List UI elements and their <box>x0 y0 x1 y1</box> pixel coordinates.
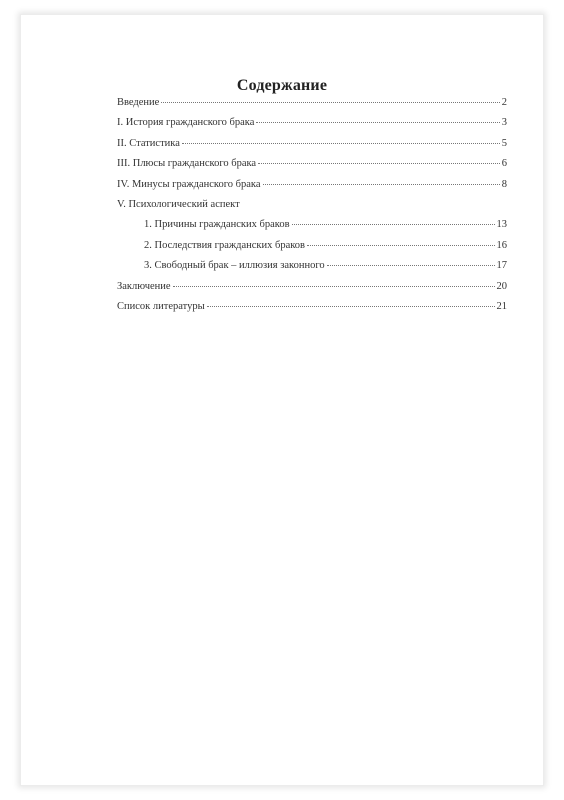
toc-entry-cons <box>117 179 507 199</box>
toc-leader-dots <box>173 286 495 287</box>
toc-entry-label: I. История гражданского брака <box>117 117 255 129</box>
toc-entry-references <box>117 301 507 321</box>
toc-entry-page: 8 <box>501 178 507 190</box>
toc-title: Содержание <box>236 77 328 94</box>
toc-subentry-free-marriage <box>117 260 507 280</box>
toc-leader-dots <box>292 224 495 225</box>
toc-entry-page: 5 <box>501 137 507 149</box>
toc-leader-dots <box>327 265 495 266</box>
toc-entry-page: 16 <box>496 239 507 251</box>
toc-entry-label: V. Психологический аспект <box>117 198 240 210</box>
toc-subentry-consequences <box>117 240 507 260</box>
toc-entry-page: 20 <box>496 280 507 292</box>
toc-entry-history <box>117 117 507 137</box>
toc-entry-page: 3 <box>501 117 507 129</box>
toc-entry-label: Введение <box>117 97 160 108</box>
toc-leader-dots <box>182 143 500 144</box>
toc-entry-label: Заключение <box>117 280 171 292</box>
toc-entry-label: 3. Свободный брак – иллюзия законного <box>144 260 325 272</box>
toc-leader-dots <box>258 163 500 164</box>
toc-entry-conclusion <box>117 281 507 301</box>
toc-entry-psychology <box>117 199 507 219</box>
toc-leader-dots <box>161 102 499 103</box>
document-page <box>20 14 544 786</box>
toc-entry-page: 17 <box>496 260 507 272</box>
toc-subentry-reasons <box>117 219 507 239</box>
toc-leader-dots <box>256 122 499 123</box>
toc-entry-label: Список литературы <box>117 300 205 312</box>
toc-leader-dots <box>263 184 500 185</box>
toc-entry-label: 2. Последствия гражданских браков <box>144 239 306 251</box>
toc-entry-label: 1. Причины гражданских браков <box>144 219 290 231</box>
toc-entry-page: 6 <box>501 158 507 170</box>
toc-leader-dots <box>307 245 494 246</box>
toc-entry-label: II. Статистика <box>117 137 180 149</box>
toc-entry-statistics <box>117 138 507 158</box>
toc-leader-dots <box>207 306 495 307</box>
toc-entry-page: 2 <box>501 97 507 108</box>
table-of-contents <box>117 97 507 321</box>
toc-entry-page: 21 <box>496 300 507 312</box>
toc-entry-pros <box>117 158 507 178</box>
toc-entry-label: III. Плюсы гражданского брака <box>117 158 257 170</box>
toc-entry-label: IV. Минусы гражданского брака <box>117 178 261 190</box>
toc-entry-introduction <box>117 97 507 117</box>
toc-entry-page: 13 <box>496 219 507 231</box>
